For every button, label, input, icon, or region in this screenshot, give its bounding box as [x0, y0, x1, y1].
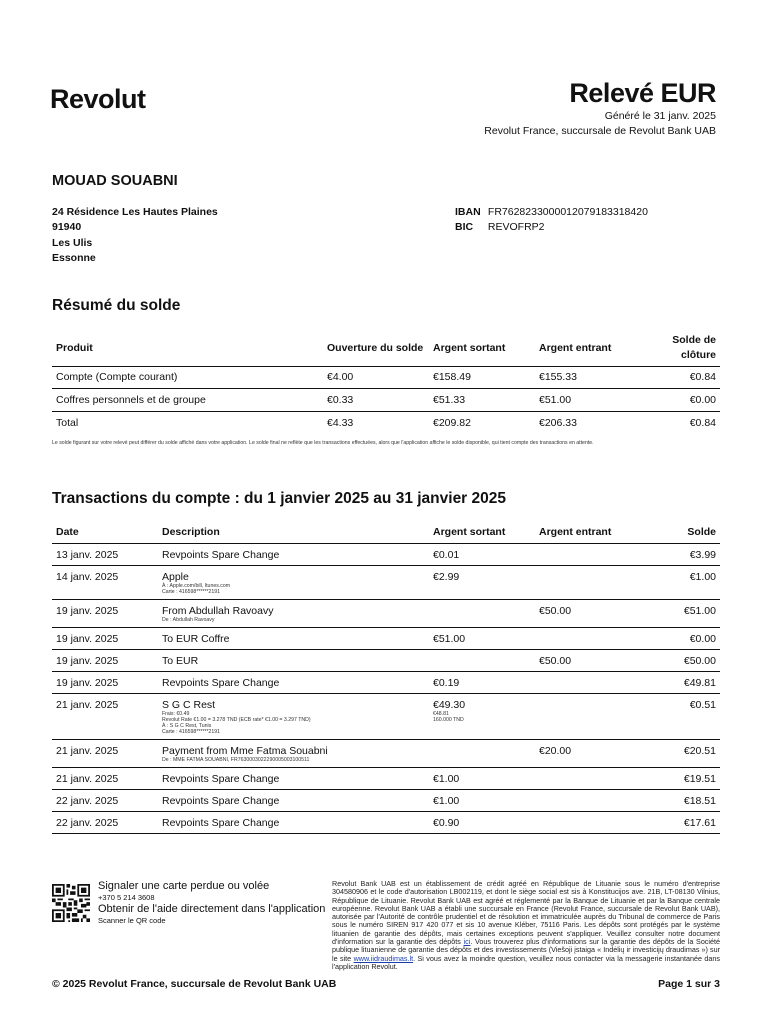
summary-cell: €51.33 [433, 393, 466, 406]
transaction-balance: €50.00 [683, 654, 716, 667]
transaction-date: 19 janv. 2025 [56, 654, 119, 667]
transaction-date: 21 janv. 2025 [56, 772, 119, 785]
legal-text: . Vous trouverez plus d'informations sur la garantie des dépôts de la Société publique lituanienne de garantie des dépôts et des investissements (Viešoji įstaiga « Indėlių ir investicijų draudimas ») sur le site [332, 937, 720, 963]
summary-row [52, 389, 720, 412]
support-phone[interactable]: +370 5 214 3608 [98, 893, 155, 902]
generated-date: Généré le 31 janv. 2025 [604, 110, 716, 122]
customer-address [52, 205, 218, 266]
amount-out: €49.30 [433, 698, 466, 711]
col-header: Solde de clôture [672, 333, 716, 361]
amount-out: €1.00 [433, 794, 460, 807]
transactions-header-row [52, 521, 720, 543]
col-header: Argent entrant [539, 341, 612, 354]
transaction-balance: €18.51 [683, 794, 716, 807]
summary-title: Résumé du solde [52, 297, 181, 314]
transaction-detail: Frais: €0.49 [162, 710, 190, 717]
transaction-detail: Revolut Rate €1.00 = 3.278 TND (ECB rate* €1.00 = 3.297 TND) [162, 716, 311, 723]
transaction-title: Payment from Mme Fatma Souabni [162, 744, 328, 757]
summary-cell: €0.84 [689, 416, 716, 429]
transaction-row [52, 767, 720, 789]
transaction-date: 13 janv. 2025 [56, 548, 119, 561]
legal-text: . Si vous avez la moindre question, veuillez nous contacter via la messagerie instantanée dans l'application Revolut. [332, 953, 721, 971]
bank-entity: Revolut France, succursale de Revolut Bank UAB [484, 125, 716, 137]
transaction-description [158, 649, 429, 671]
iban-label: IBAN [455, 206, 481, 218]
transaction-balance: €0.00 [689, 632, 716, 645]
summary-cell: €0.84 [689, 371, 716, 384]
transactions-title: Transactions du compte : du 1 janvier 2025 au 31 janvier 2025 [52, 490, 507, 507]
summary-row [52, 366, 720, 389]
transaction-balance: €19.51 [683, 772, 716, 785]
transaction-row [52, 599, 720, 627]
transaction-description [158, 565, 429, 599]
transaction-title: From Abdullah Ravoavy [162, 604, 274, 617]
transaction-balance: €51.00 [683, 604, 716, 617]
page-number: Page 1 sur 3 [658, 978, 720, 990]
transaction-out [429, 543, 535, 565]
amount-out-detail: €48.81 [433, 710, 449, 717]
transaction-date: 22 janv. 2025 [56, 816, 119, 829]
transaction-balance: €3.99 [689, 548, 716, 561]
transaction-row [52, 671, 720, 693]
transaction-balance: €20.51 [683, 744, 716, 757]
amount-out: €51.00 [433, 632, 466, 645]
transaction-row [52, 789, 720, 811]
transaction-title: To EUR Coffre [162, 632, 230, 645]
transaction-in [535, 789, 641, 811]
transaction-out [429, 599, 535, 627]
legal-notice [332, 880, 720, 971]
transaction-row [52, 811, 720, 833]
transaction-detail: De : Abdullah Ravoavy [162, 616, 215, 623]
transaction-row [52, 543, 720, 565]
transaction-date: 21 janv. 2025 [56, 744, 119, 757]
transaction-title: Apple [162, 570, 189, 583]
col-header: Description [162, 525, 220, 538]
iban-value: FR7628233000012079183318420 [487, 206, 648, 218]
statement-title: Relevé EUR [569, 78, 716, 108]
transaction-out [429, 789, 535, 811]
summary-cell: €206.33 [539, 416, 577, 429]
transaction-in [535, 543, 641, 565]
transaction-row [52, 627, 720, 649]
transaction-out [429, 739, 535, 767]
transaction-out [429, 565, 535, 599]
summary-cell: €158.49 [433, 371, 471, 384]
transaction-date: 14 janv. 2025 [56, 570, 119, 583]
bic-label: BIC [455, 221, 474, 234]
transaction-date: 19 janv. 2025 [56, 604, 119, 617]
col-header: Produit [56, 341, 93, 354]
transaction-detail: À : Apple.com/bill, Itunes.com [162, 582, 231, 589]
transaction-description [158, 693, 429, 739]
amount-out: €0.90 [433, 816, 460, 829]
transaction-description [158, 811, 429, 833]
amount-out: €1.00 [433, 772, 460, 785]
transaction-in [535, 671, 641, 693]
transaction-description [158, 767, 429, 789]
transaction-in [535, 627, 641, 649]
amount-out: €2.99 [433, 570, 460, 583]
report-lost-card-text: Signaler une carte perdue ou volée [98, 880, 270, 892]
col-header: Argent entrant [539, 525, 612, 538]
transaction-description [158, 599, 429, 627]
transaction-detail: Carte : 416598******2191 [162, 588, 220, 595]
scan-qr-text: Scanner le QR code [98, 916, 166, 925]
transaction-balance: €1.00 [689, 570, 716, 583]
transaction-out [429, 693, 535, 739]
transaction-out [429, 671, 535, 693]
summary-row [52, 411, 720, 434]
summary-cell: €0.00 [689, 393, 716, 406]
transaction-in: €20.00 [539, 744, 572, 757]
address-line: 91940 [52, 221, 82, 234]
transaction-in [535, 565, 641, 599]
summary-cell: €0.33 [327, 393, 354, 406]
summary-cell: Coffres personnels et de groupe [56, 393, 206, 406]
revolut-logo: Revolut [50, 84, 146, 114]
qr-code-icon[interactable] [52, 884, 90, 922]
col-header: Argent sortant [433, 341, 506, 354]
transaction-out [429, 649, 535, 671]
deposit-guarantee-link[interactable]: ici [463, 937, 471, 947]
transaction-balance: €17.61 [683, 816, 716, 829]
transaction-description [158, 543, 429, 565]
in-app-help-text: Obtenir de l'aide directement dans l'application [98, 903, 326, 915]
transaction-in: €50.00 [539, 604, 572, 617]
transaction-title: S G C Rest [162, 698, 216, 711]
footer-copyright: © 2025 Revolut France, succursale de Revolut Bank UAB [52, 978, 337, 990]
summary-cell: €155.33 [539, 371, 577, 384]
transaction-date: 22 janv. 2025 [56, 794, 119, 807]
transaction-title: Revpoints Spare Change [162, 772, 280, 785]
transaction-title: Revpoints Spare Change [162, 816, 280, 829]
transaction-detail: À : S G C Rest, Tunis [162, 722, 212, 729]
address-line: 24 Résidence Les Hautes Plaines [52, 206, 218, 218]
transaction-in [535, 767, 641, 789]
iidraudimas-link[interactable]: www.iidraudimas.lt [353, 953, 414, 963]
transaction-in [535, 811, 641, 833]
amount-out: €0.01 [433, 548, 460, 561]
transaction-detail: De : MME FATMA SOUABNI, FR7630003022290005003100511 [162, 756, 310, 763]
transaction-row [52, 739, 720, 767]
transaction-title: Revpoints Spare Change [162, 676, 280, 689]
transaction-in [535, 693, 641, 739]
summary-cell: €209.82 [433, 416, 471, 429]
amount-out-detail: 160.000 TND [433, 716, 464, 723]
summary-cell: Compte (Compte courant) [56, 371, 178, 384]
transaction-balance: €49.81 [683, 676, 716, 689]
summary-note: Le solde figurant sur votre relevé peut différer du solde affiché dans votre application. Le solde final ne reflète que les transactions effectuées, alors que l'application affiche le solde disponible, qui tient compte des transactions en attente. [52, 440, 594, 446]
summary-cell: €51.00 [539, 393, 572, 406]
amount-out: €0.19 [433, 676, 460, 689]
transactions-table [52, 521, 720, 834]
transaction-row [52, 693, 720, 739]
col-header: Solde [687, 525, 716, 538]
transaction-row [52, 565, 720, 599]
summary-cell: Total [56, 416, 79, 429]
transaction-in: €50.00 [539, 654, 572, 667]
transaction-out [429, 767, 535, 789]
transaction-description [158, 739, 429, 767]
balance-summary-table [52, 330, 720, 434]
transaction-description [158, 671, 429, 693]
transaction-balance: €0.51 [689, 698, 716, 711]
transaction-date: 21 janv. 2025 [56, 698, 119, 711]
transaction-date: 19 janv. 2025 [56, 676, 119, 689]
legal-text: Revolut Bank UAB est un établissement de crédit agréé en République de Lituanie sous le numéro d'entreprise 304580906 et le code d'autorisation LB002119, et dont le siège social est sis à Konstitucijos ave. 21B, LT-08130 Vilnius, République de Lituanie. Revolut Bank UAB est agréé et réglementé par la Banque de Lituanie et par la Banque centrale européenne. Revolut Bank UAB a établi une succursale en France (Revolut France, succursale de Revolut Bank UAB), autorisée par l'Autorité de contrôle prudentiel et de résolution et immatriculée auprès du Tribunal de commerce de Paris sous le numéro SIREN 917 420 077 et sis 10 avenue Kléber, 75116 Paris. Les dépôts sont protégés par le système lituanien de garantie des dépôts, mais certaines exceptions peuvent s'appliquer. Veuillez consulter notre document d'information sur la garantie des dépôts [332, 879, 720, 947]
transaction-out [429, 627, 535, 649]
transaction-title: Revpoints Spare Change [162, 548, 280, 561]
summary-cell: €4.33 [327, 416, 354, 429]
col-header: Date [56, 525, 79, 538]
transaction-title: To EUR [162, 654, 199, 667]
customer-name: MOUAD SOUABNI [52, 173, 178, 189]
bank-details [455, 205, 648, 236]
address-line: Essonne [52, 251, 96, 264]
transaction-row [52, 649, 720, 671]
summary-cell: €4.00 [327, 371, 354, 384]
transaction-description [158, 789, 429, 811]
transaction-out [429, 811, 535, 833]
address-line: Les Ulis [52, 236, 93, 249]
transaction-detail: Carte : 416598******2191 [162, 728, 220, 735]
transaction-description [158, 627, 429, 649]
transaction-date: 19 janv. 2025 [56, 632, 119, 645]
summary-header-row [52, 330, 720, 366]
col-header: Argent sortant [433, 525, 506, 538]
transaction-title: Revpoints Spare Change [162, 794, 280, 807]
col-header: Ouverture du solde [327, 341, 424, 354]
bic-value: REVOFRP2 [487, 221, 545, 234]
